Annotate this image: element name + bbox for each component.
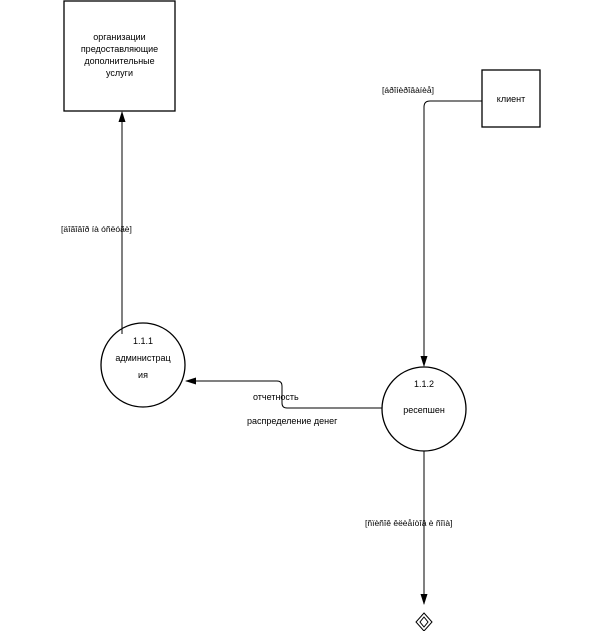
flow-client-to-reception-label: [áðîíèðîâàíèå] bbox=[382, 85, 434, 95]
flow-client-to-reception[interactable] bbox=[382, 85, 482, 367]
entity-organizations-label-line1: организации bbox=[93, 32, 146, 42]
flow-reception-to-admin[interactable] bbox=[185, 378, 382, 427]
entity-client-label: клиент bbox=[496, 94, 526, 104]
flow-reception-to-admin-arrowhead bbox=[185, 378, 196, 385]
process-administration-name-line2: ия bbox=[138, 370, 148, 380]
entity-organizations-label-line4: услуги bbox=[106, 68, 133, 78]
flow-reception-out-arrowhead bbox=[421, 594, 428, 605]
entity-organizations-label-line2: предоставляющие bbox=[80, 44, 159, 54]
entity-client[interactable] bbox=[482, 70, 540, 127]
process-reception-name: ресепшен bbox=[403, 405, 445, 415]
flow-admin-to-organizations-arrowhead bbox=[119, 111, 126, 122]
process-administration-id: 1.1.1 bbox=[132, 336, 154, 346]
flow-terminator-icon bbox=[416, 613, 432, 631]
process-reception[interactable] bbox=[382, 367, 466, 451]
flow-reception-out[interactable] bbox=[365, 451, 452, 605]
process-reception-id: 1.1.2 bbox=[413, 379, 435, 389]
flow-admin-to-organizations[interactable] bbox=[61, 111, 132, 334]
flow-admin-to-organizations-label: [äîãîâîð íà óñëóãè] bbox=[61, 224, 132, 234]
flow-client-to-reception-arrowhead bbox=[421, 356, 428, 367]
flow-reception-out-label: [ñïèñîê êëèåíòîâ è ñîìà] bbox=[365, 518, 453, 528]
flow-reception-to-admin-label-1: отчетность bbox=[253, 392, 299, 402]
process-administration-name-line1: администрац bbox=[115, 353, 171, 363]
flow-reception-to-admin-label-2: распределение денег bbox=[247, 416, 338, 426]
flow-client-to-reception-line bbox=[424, 101, 482, 366]
entity-organizations[interactable] bbox=[64, 1, 175, 111]
entity-organizations-label-line3: дополнительные bbox=[84, 56, 155, 66]
process-administration[interactable] bbox=[101, 323, 185, 407]
